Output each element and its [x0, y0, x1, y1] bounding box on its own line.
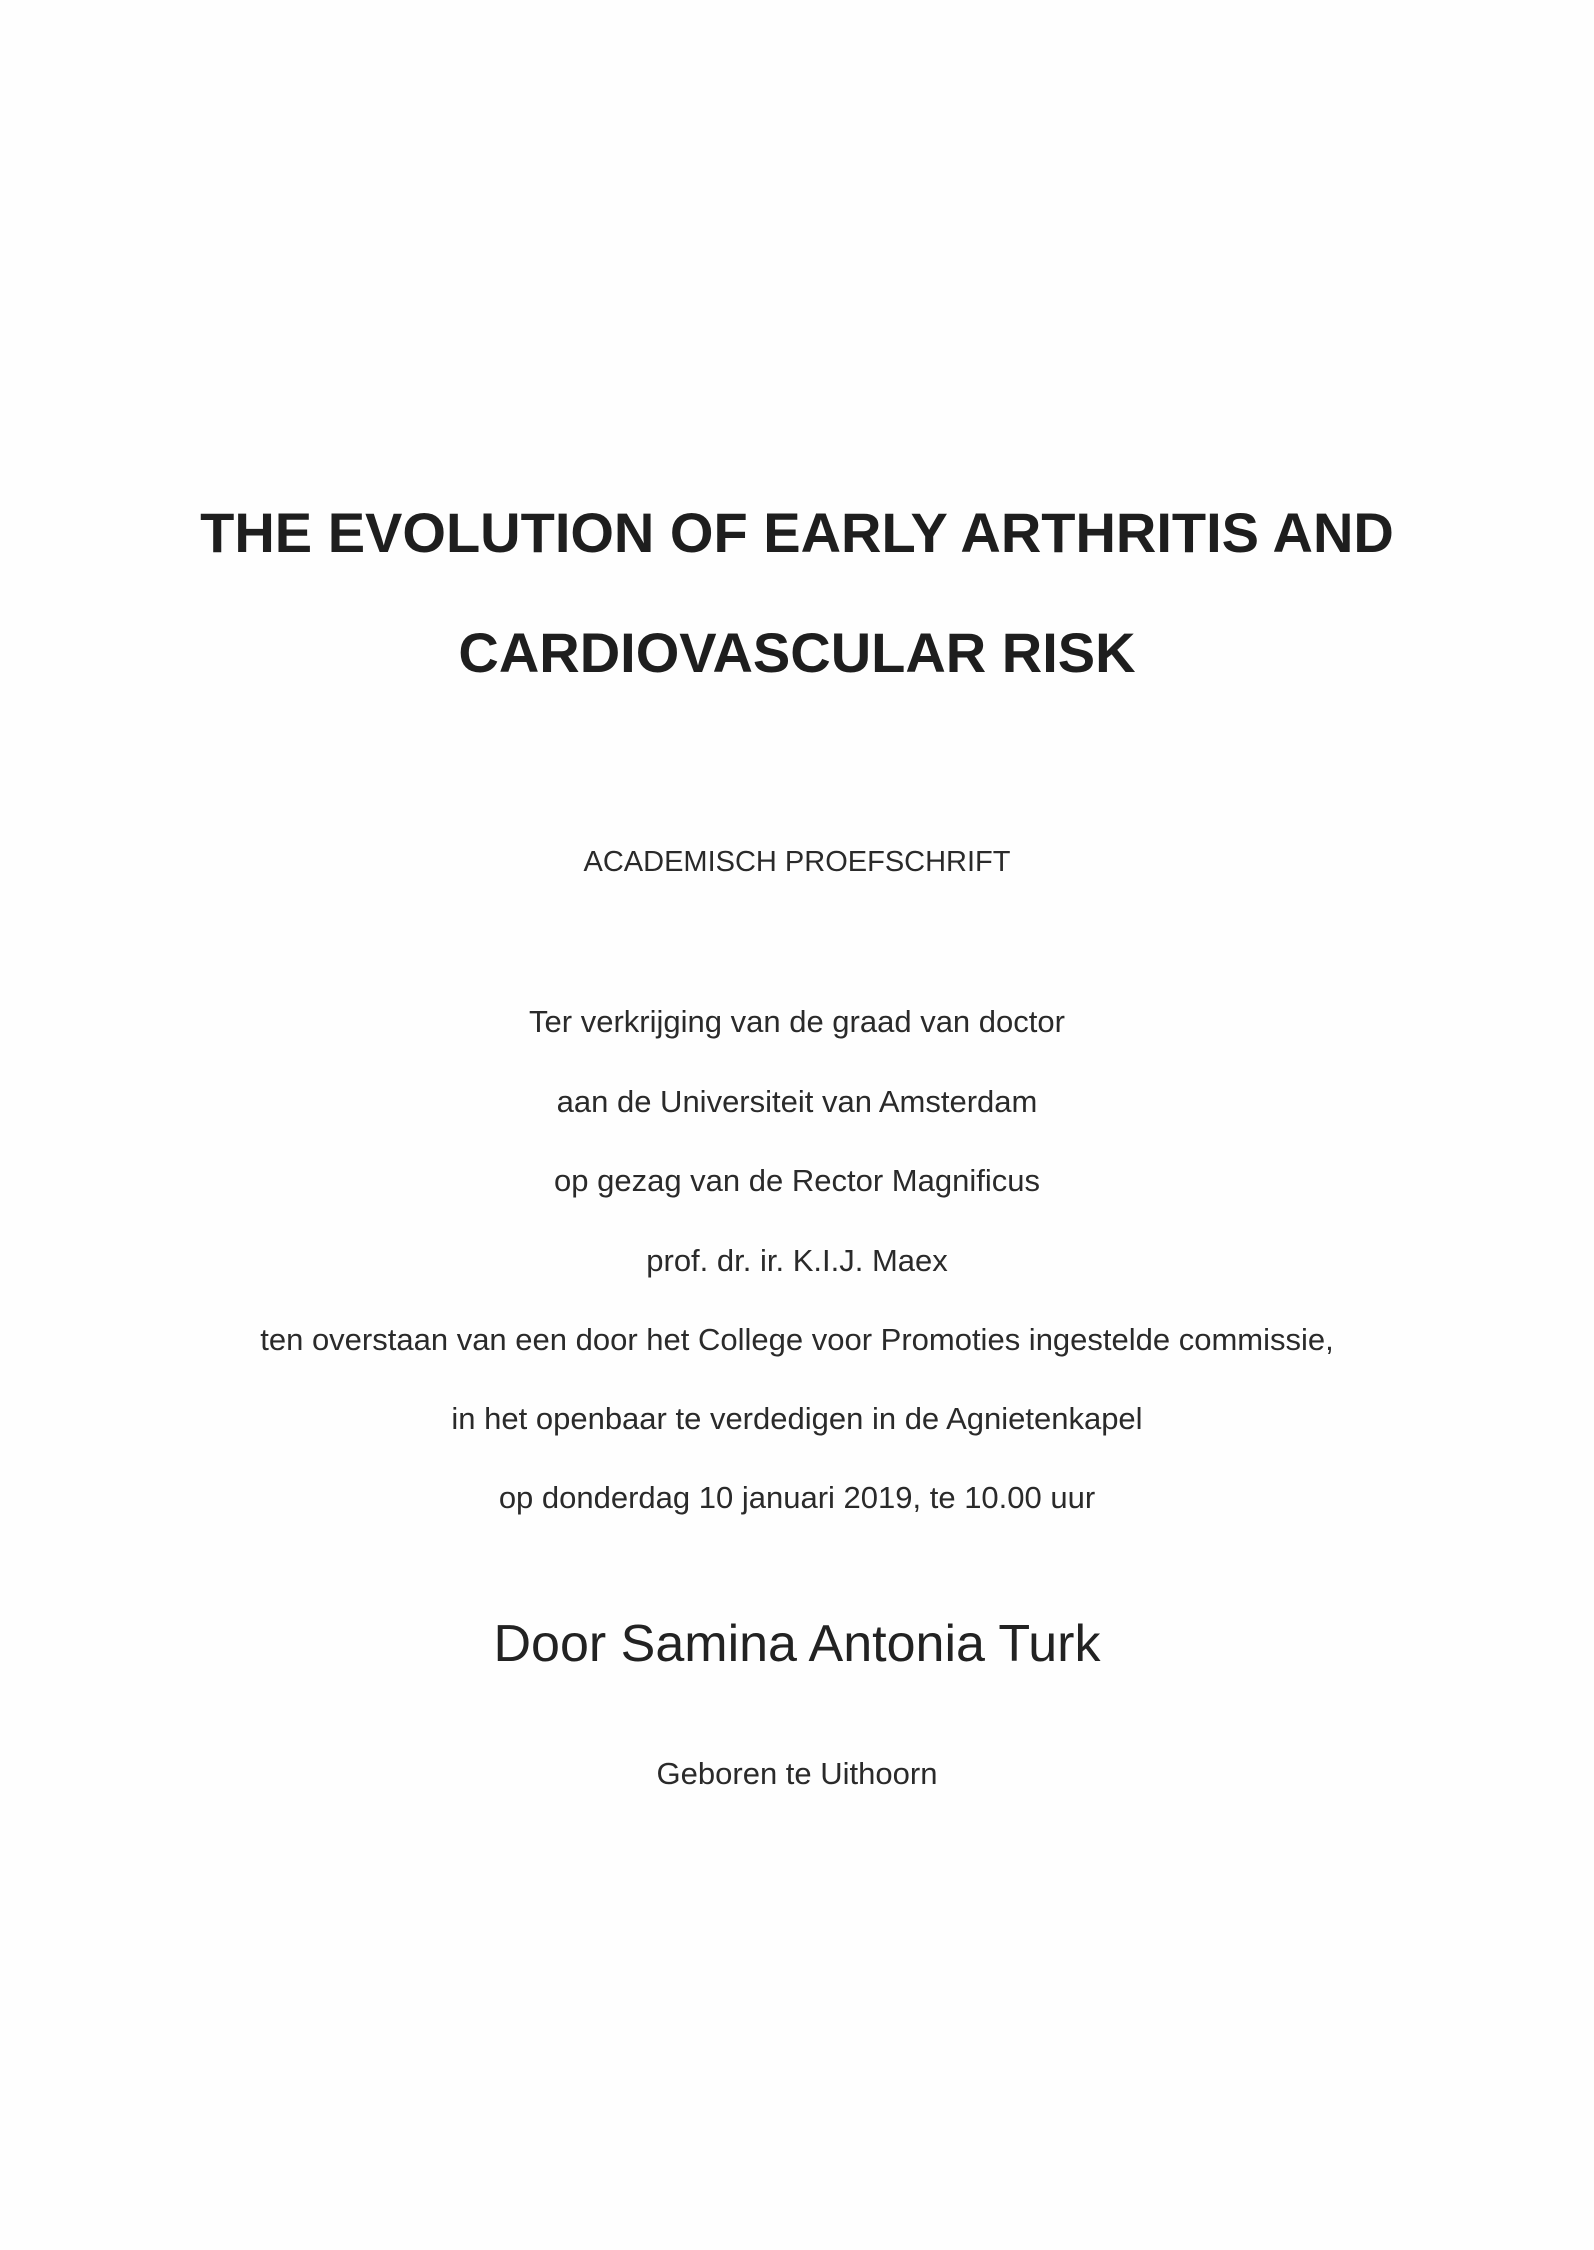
statement-line: Ter verkrijging van de graad van doctor [529, 1004, 1065, 1039]
statement-line: in het openbaar te verdedigen in de Agnietenkapel [451, 1401, 1143, 1436]
document-type: ACADEMISCH PROEFSCHRIFT [583, 846, 1011, 878]
statement-line: prof. dr. ir. K.I.J. Maex [646, 1243, 948, 1278]
thesis-title-line-1: THE EVOLUTION OF EARLY ARTHRITIS AND [200, 501, 1394, 564]
statement-line: aan de Universiteit van Amsterdam [556, 1084, 1038, 1119]
thesis-title-line-2: CARDIOVASCULAR RISK [458, 621, 1136, 684]
author-name: Door Samina Antonia Turk [493, 1615, 1101, 1673]
birthplace: Geboren te Uithoorn [656, 1756, 938, 1791]
statement-line: op gezag van de Rector Magnificus [554, 1163, 1040, 1198]
statement-line: ten overstaan van een door het College voor Promoties ingestelde commissie, [260, 1322, 1334, 1357]
statement-line: op donderdag 10 januari 2019, te 10.00 uur [498, 1480, 1096, 1515]
